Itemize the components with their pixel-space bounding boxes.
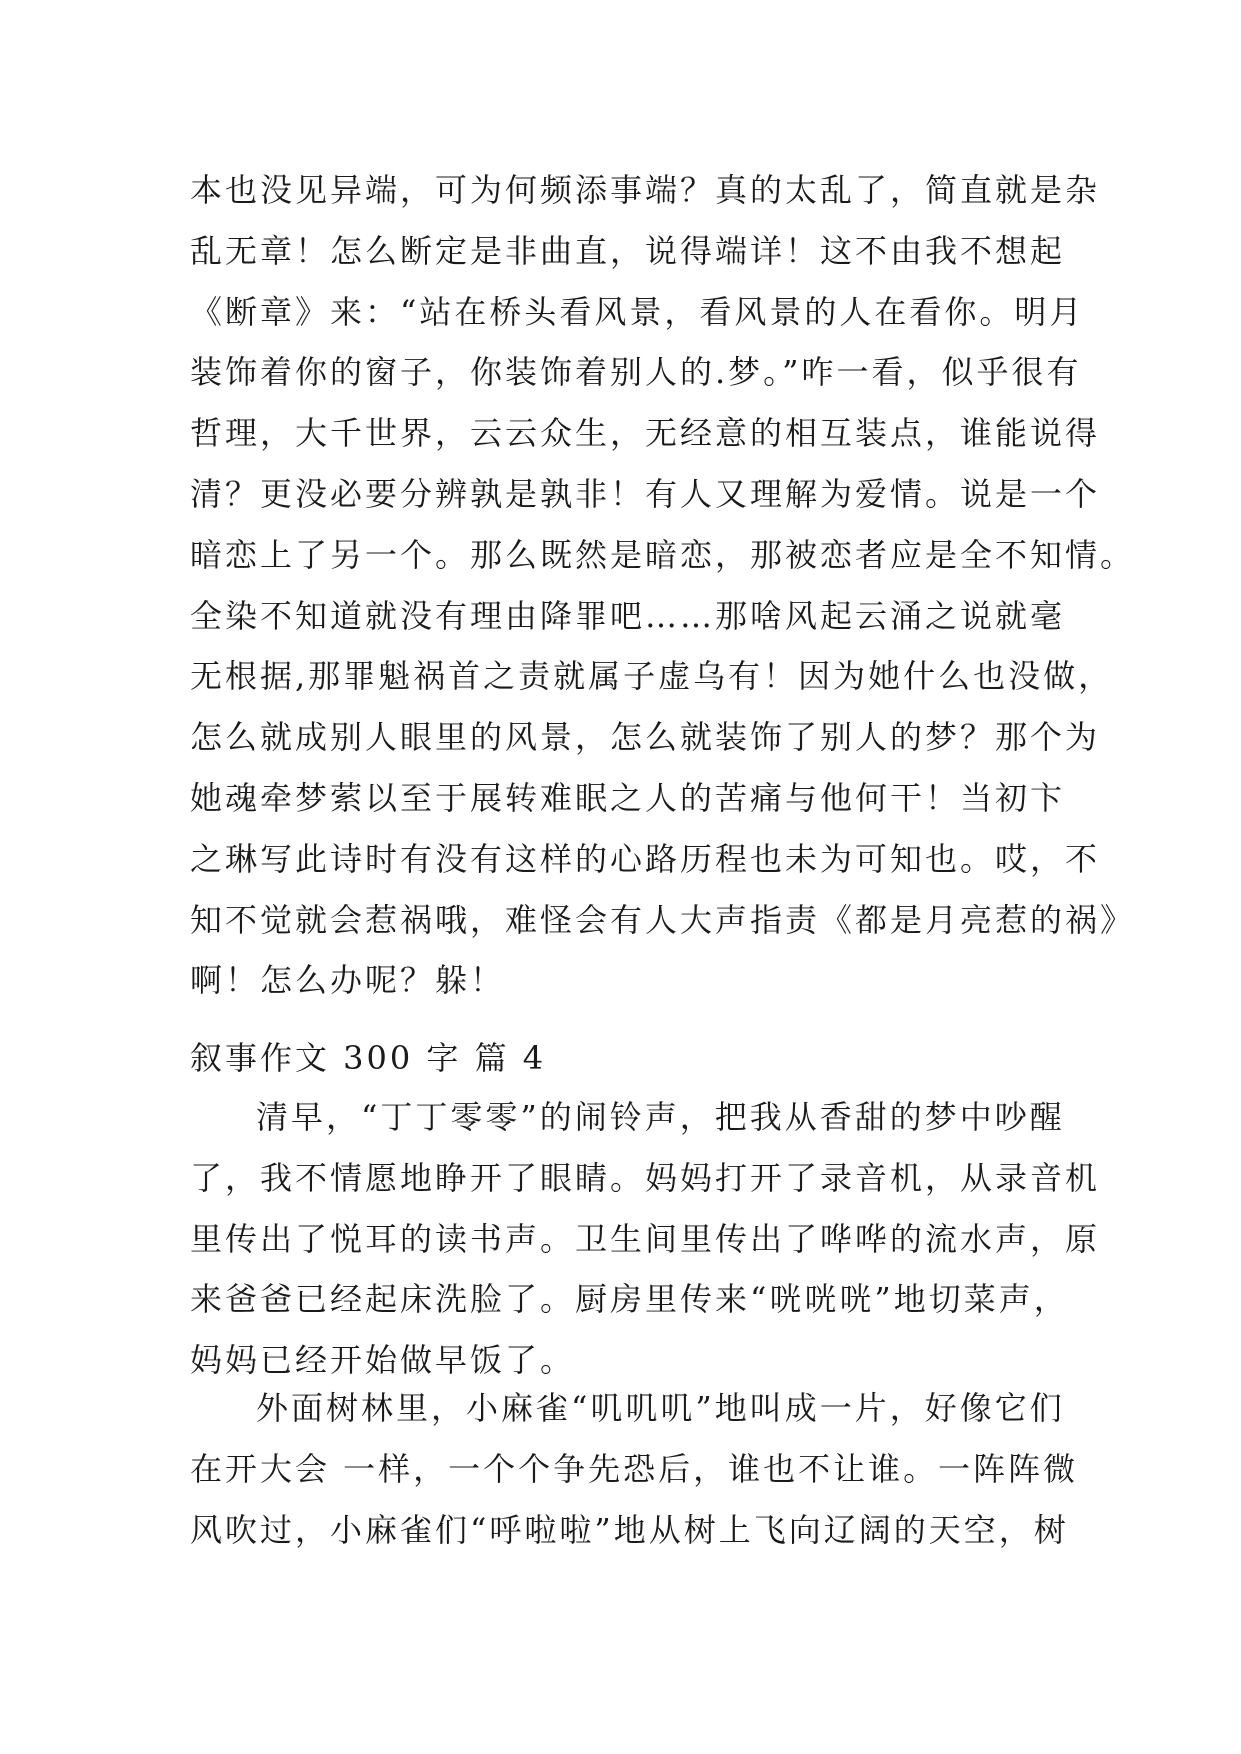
text-line: 《断章》来：“站在桥头看风景，看风景的人在看你。明月 bbox=[190, 292, 1085, 331]
text-line: 哲理，大千世界，云云众生，无经意的相互装点，谁能说得 bbox=[190, 414, 1101, 453]
text-line: 在开大会 一样，一个个争先恐后，谁也不让谁。一阵阵微 bbox=[190, 1449, 1079, 1488]
text-line: 装饰着你的窗子，你装饰着别人的.梦。”咋一看，似乎很有 bbox=[190, 353, 1082, 392]
text-line: 全染不知道就没有理由降罪吧……那啥风起云涌之说就毫 bbox=[190, 596, 1066, 635]
text-line: 无根据,那罪魁祸首之责就属子虚乌有！因为她什么也没做， bbox=[190, 657, 1114, 696]
paragraph-morning bbox=[190, 1087, 1101, 1391]
text-line: 怎么就成别人眼里的风景，怎么就装饰了别人的梦？那个为 bbox=[190, 718, 1101, 757]
text-line: 她魂牵梦萦以至于展转难眠之人的苦痛与他何干！当初卞 bbox=[190, 778, 1066, 817]
heading-text: 叙事作文 300 字 篇 4 bbox=[190, 1039, 547, 1077]
text-line: 来爸爸已经起床洗脸了。厨房里传来“咣咣咣”地切菜声， bbox=[190, 1280, 1069, 1319]
text-line: 乱无章！怎么断定是非曲直，说得端详！这不由我不想起 bbox=[190, 231, 1066, 270]
text-line: 外面树林里，小麻雀“叽叽叽”地叫成一片，好像它们 bbox=[256, 1389, 1065, 1427]
text-line: 暗恋上了另一个。那么既然是暗恋，那被恋者应是全不知情。 bbox=[190, 535, 1136, 574]
text-line: 风吹过，小麻雀们“呼啦啦”地从树上飞向辽阔的天空，树 bbox=[190, 1510, 1069, 1549]
section-heading bbox=[190, 1028, 1050, 1089]
text-line: 了，我不情愿地睁开了眼睛。妈妈打开了录音机，从录音机 bbox=[190, 1158, 1101, 1197]
text-line: 清？更没必要分辨孰是孰非！有人又理解为爱情。说是一个 bbox=[190, 474, 1101, 513]
text-line: 之琳写此诗时有没有这样的心路历程也未为可知也。哎，不 bbox=[190, 839, 1101, 878]
text-line: 本也没见异端，可为何频添事端？真的太乱了，简直就是杂 bbox=[190, 171, 1101, 209]
paragraph-sparrows bbox=[190, 1378, 1079, 1560]
text-line: 知不觉就会惹祸哦，难怪会有人大声指责《都是月亮惹的祸》 bbox=[190, 900, 1136, 939]
text-line: 啊！怎么办呢？躲！ bbox=[190, 961, 506, 1000]
essay-continuation-paragraph bbox=[190, 160, 1136, 1011]
text-line: 里传出了悦耳的读书声。卫生间里传出了哗哗的流水声，原 bbox=[190, 1219, 1101, 1258]
text-line: 清早，“丁丁零零”的闹铃声，把我从香甜的梦中吵醒 bbox=[256, 1098, 1065, 1136]
text-line: 妈妈已经开始做早饭了。 bbox=[190, 1341, 576, 1380]
